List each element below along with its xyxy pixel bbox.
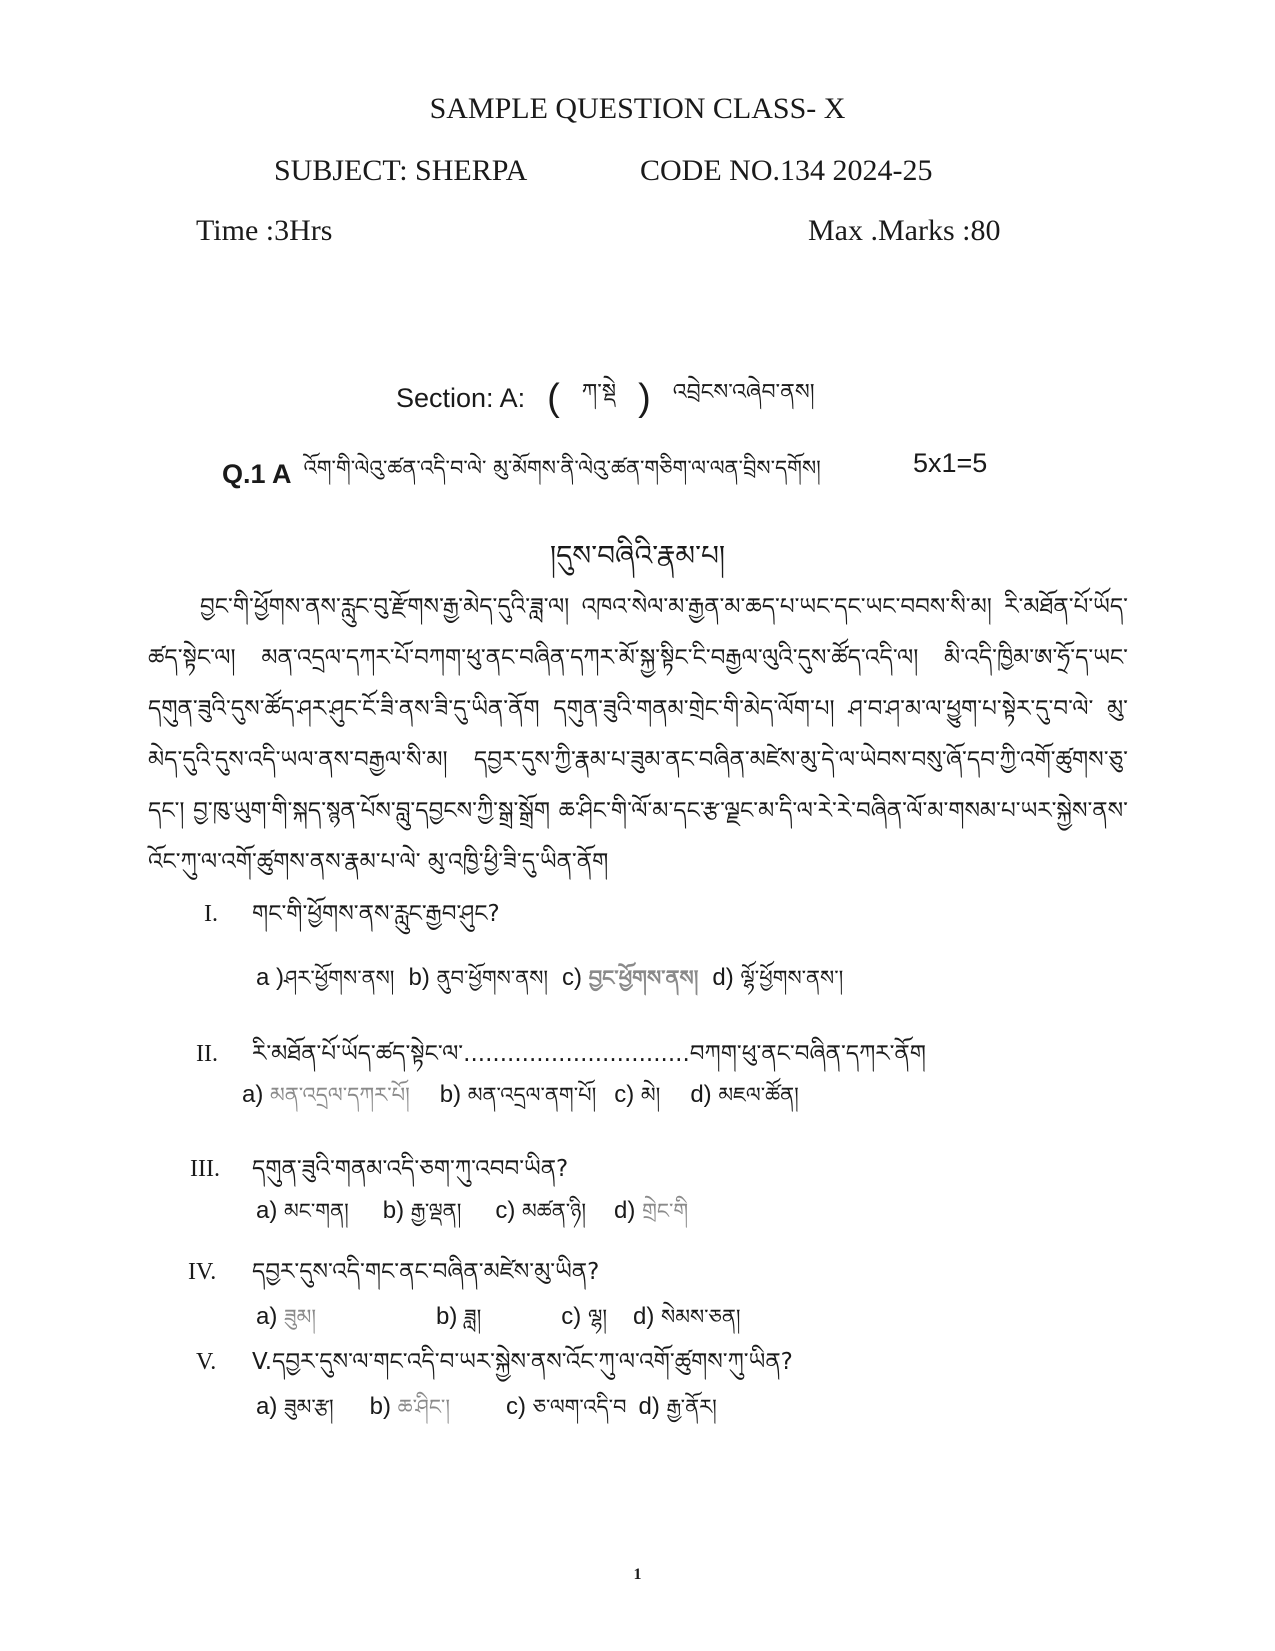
option xyxy=(242,1072,410,1131)
option-label: c) xyxy=(561,1303,582,1330)
option-label: c) xyxy=(495,1197,516,1224)
option xyxy=(614,1072,660,1131)
option-text: ཅ་ལག་འདི་བ xyxy=(532,1395,627,1419)
question-item-text: གང་གི་ཕྱོགས་ནས་རླུང་རྒྱབ་ཤུང? xyxy=(252,901,500,927)
option-label: c) xyxy=(614,1081,635,1108)
question-item-number: IV. xyxy=(188,1259,217,1285)
option-label: d) xyxy=(633,1303,655,1330)
question-number: Q.1 A xyxy=(222,459,292,489)
question-item xyxy=(204,888,500,953)
option xyxy=(256,1384,334,1443)
option xyxy=(690,1072,798,1131)
option-text: མཇལ་ཚོན། xyxy=(718,1083,799,1107)
option-text: མང་གན། xyxy=(284,1199,349,1223)
subject-label: SUBJECT: SHERPA xyxy=(274,154,528,187)
option xyxy=(506,1384,626,1443)
question-item-text: དགུན་ཟུའི་གནམ་འདི་ཅག་ཀུ་འབབ་ཡིན? xyxy=(252,1156,569,1182)
option xyxy=(256,955,394,1014)
option-text: རྒྱ་ནོར། xyxy=(666,1395,717,1419)
option-text: མེ། xyxy=(640,1083,661,1107)
code-label: CODE NO.134 2024-25 xyxy=(640,154,933,187)
option-text: སེམས་ཅན། xyxy=(661,1305,741,1329)
options-row xyxy=(256,1384,717,1443)
option-text: རྒྱ་ལྡན། xyxy=(410,1199,462,1223)
option-label: a) xyxy=(256,1197,278,1224)
question-item-number: I. xyxy=(204,901,218,927)
time-label: Time :3Hrs xyxy=(196,214,333,247)
question-item-number: V. xyxy=(196,1349,217,1375)
option-label: d) xyxy=(690,1081,712,1108)
option-label: b) xyxy=(369,1393,391,1420)
section-heading xyxy=(396,367,815,429)
option xyxy=(712,955,843,1014)
option-label: d) xyxy=(638,1393,660,1420)
page-number: 1 xyxy=(633,1566,642,1583)
question-item-number: III. xyxy=(190,1156,220,1182)
options-row xyxy=(256,955,843,1014)
option-label: d) xyxy=(712,964,734,991)
option xyxy=(614,1188,688,1247)
section-letter: ཀ་སྡེ xyxy=(581,380,617,405)
option xyxy=(638,1384,716,1443)
page-title: SAMPLE QUESTION CLASS- X xyxy=(429,92,846,125)
option-text: ཟུམ་རྩ། xyxy=(284,1395,334,1419)
option-label: a) xyxy=(256,1303,278,1330)
option xyxy=(383,1188,462,1247)
question-item-text: དབྱར་དུས་འདི་གང་ནང་བཞིན་མཛེས་མུ་ཡིན? xyxy=(252,1259,600,1285)
option-text: ཤར་ཕྱོགས་ནས། xyxy=(284,966,395,990)
option-text: མན་འདྲལ་དཀར་པོ། xyxy=(270,1083,410,1107)
option-label: b) xyxy=(382,1197,405,1224)
options-row xyxy=(242,1072,799,1131)
passage xyxy=(148,582,1128,888)
option-text: ཟླ། xyxy=(464,1305,482,1329)
option-label: a) xyxy=(256,1393,278,1420)
option xyxy=(440,1072,597,1131)
section-bracket-close: ) xyxy=(638,377,651,419)
option-label: c) xyxy=(506,1393,527,1420)
option-text: གྲེང་གི xyxy=(642,1199,689,1223)
question-item-text: རི་མཐོན་པོ་ཡོད་ཚད་སྟེང་ལ་...............................བཀག་ཕུ་ནང་བཞིན་དཀར་ནོག xyxy=(252,1041,926,1067)
option-text: ཟུམ། xyxy=(284,1305,316,1329)
option-label: b) xyxy=(439,1081,462,1108)
option-label: c) xyxy=(562,964,583,991)
option xyxy=(408,955,548,1014)
options-row xyxy=(256,1188,688,1247)
option xyxy=(495,1188,586,1247)
option-text: ལྷོ་ཕྱོགས་ནས་། xyxy=(740,966,844,990)
option-label: d) xyxy=(614,1197,636,1224)
option-label: b) xyxy=(408,964,430,991)
option xyxy=(370,1384,450,1443)
option-label: b) xyxy=(436,1303,458,1330)
section-bracket-open: ( xyxy=(547,377,560,419)
question-item-number: II. xyxy=(196,1041,218,1067)
question-instruction: འོག་གི་ལེའུ་ཚན་འདི་བ་ལེ་ མུ་མོགས་ནི་ལེའུ་ཚན་གཅིག་ལ་ལན་བྲིས་དགོས། xyxy=(303,456,821,480)
section-label: Section: A: xyxy=(396,382,526,413)
option xyxy=(256,1188,349,1247)
option-text: ཆ་ཤིང་། xyxy=(397,1395,451,1419)
option-label: a) xyxy=(242,1081,264,1108)
option-text: བྱང་ཕྱོགས་ནས། xyxy=(588,966,699,990)
option-text: ལྷ། xyxy=(587,1305,608,1329)
question-1-heading xyxy=(222,445,821,504)
passage-text: བྱང་གི་ཕྱོགས་ནས་རླུང་བུ་རྫོགས་རྒྱ་མེད་དུའི་ཟླ་ལ། འཁའ་སེལ་མ་རྒྱན་མ་ཆད་པ་ཡང་དང་ཡང་བབས་སི་མ། རི་མཐོན་པོ་ཡོད་ཚད་སྟེང་ལ། མན་འདྲལ་དཀར་པོ་བཀག་ཕུ་ནང་བཞིན་དཀར་མོ་སྐྱ་སྟིང་ངི་བརྒྱལ་ལུའི་དུས་ཚོད་འདི་ལ། མི་འདི་ཁྱིམ་ཨ་ཧྲོ་ད་ཡང་དགུན་ཟུའི་དུས་ཚོད་ཤར་ཤུང་ངོ་ཟི་ནས་ཟི་དུ་ཡིན་ནོག དགུན་ཟུའི་གནམ་གྲེང་གི་མེད་ལོག་པ། ཤ་བ་ཤ་མ་ལ་ཕྱུག་པ་སྟེར་དུ་བ་ལེ་ མུ་མེད་དུའི་དུས་འདི་ཡལ་ནས་བརྒྱལ་སི་མ། དབྱར་དུས་ཀྱི་རྣམ་པ་ཟུམ་ནང་བཞིན་མཛེས་མུ་དེ་ལ་ཡེབས་བསུ་ཞོ་དབ་ཀྱི་འགོ་ཚུགས་ཅུ་དང་། བྱ་ཁུ་ཡུག་གི་སྐད་སྙན་པོས་བླུ་དབྱངས་ཀྱི་སྒྲ་སྒྲོག ཆ་ཤིང་གི་ལོ་མ་དང་རྩ་ལྗང་མ་དི་ལ་རེ་རེ་བཞིན་ལོ་མ་གསམ་པ་ཡར་སྐྱེས་ནས་འོང་ཀུ་ལ་འགོ་ཚུགས་ནས་རྣམ་པ་ལེ་ མུ་འཁྱི་ཕྱི་ཟི་དུ་ཡིན་ནོག xyxy=(148,594,1128,875)
option-label: a ) xyxy=(256,964,285,991)
question-1-marks: 5x1=5 xyxy=(913,448,988,478)
max-marks-label: Max .Marks :80 xyxy=(808,214,1001,247)
section-title: འབྲེངས་འཞེབ་ནས། xyxy=(672,380,815,405)
option-text: མཚན་ཉི། xyxy=(522,1199,587,1223)
option xyxy=(562,955,698,1014)
option-text: མན་འདྲལ་ནག་པོ། xyxy=(467,1083,597,1107)
option-text: ནུབ་ཕྱོགས་ནས། xyxy=(436,966,549,990)
passage-title: །དུས་བཞིའི་རྣམ་པ། xyxy=(549,539,726,572)
question-item-text: V.དབྱར་དུས་ལ་གང་འདི་བ་ཡར་སྐྱེས་ནས་འོང་ཀུ་ལ་འགོ་ཚུགས་ཀུ་ཡིན? xyxy=(252,1349,793,1375)
